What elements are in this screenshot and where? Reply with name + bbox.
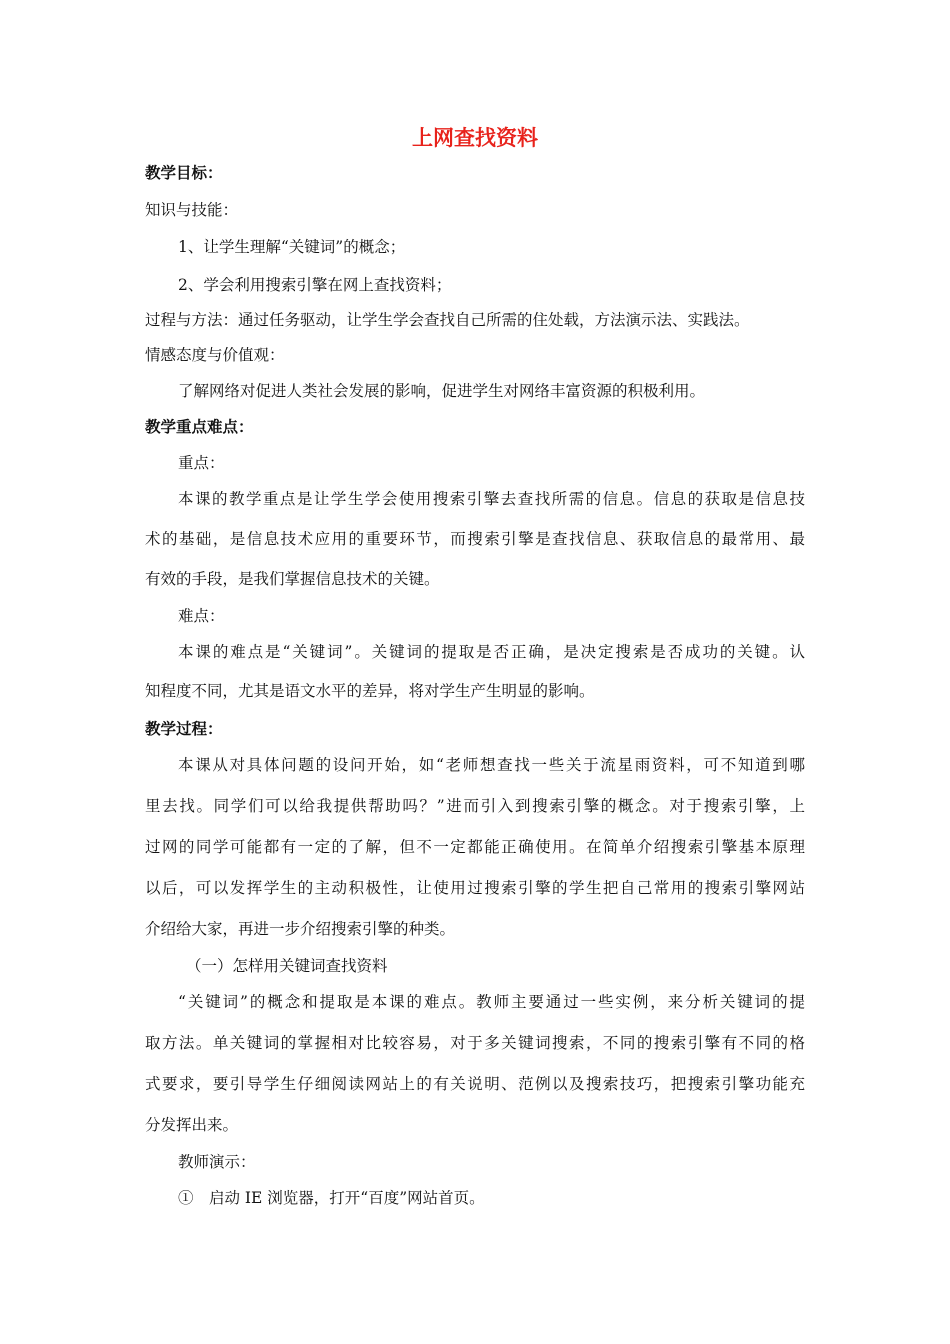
- text-line: 1、让学生理解“关键词”的概念；: [178, 238, 406, 256]
- section-heading: 教学过程：: [145, 719, 223, 738]
- text-line: 了解网络对促进人类社会发展的影响，促进学生对网络丰富资源的积极利用。: [178, 382, 706, 400]
- text-line: 式要求，要引导学生仔细阅读网站上的有关说明、范例以及搜索技巧，把搜索引擎功能充: [145, 1075, 805, 1093]
- text-line: 里去找。同学们可以给我提供帮助吗？”进而引入到搜索引擎的概念。对于搜索引擎，上: [145, 797, 805, 815]
- text-line: ① 启动 IE 浏览器，打开“百度”网站首页。: [178, 1189, 485, 1207]
- text-line: 有效的手段，是我们掌握信息技术的关键。: [145, 570, 440, 588]
- section-heading: 教学目标：: [145, 163, 223, 182]
- text-line: 难点：: [178, 607, 225, 625]
- text-line: 分发挥出来。: [145, 1116, 239, 1134]
- text-line: 知程度不同，尤其是语文水平的差异，将对学生产生明显的影响。: [145, 682, 595, 700]
- text-line: 本课的难点是“关键词”。关键词的提取是否正确，是决定搜索是否成功的关键。认: [178, 643, 805, 661]
- text-line: 取方法。单关键词的掌握相对比较容易，对于多关键词搜索，不同的搜索引擎有不同的格: [145, 1034, 805, 1052]
- text-line: 知识与技能：: [145, 201, 239, 219]
- text-line: 术的基础，是信息技术应用的重要环节，而搜索引擎是查找信息、获取信息的最常用、最: [145, 530, 805, 548]
- text-line: 以后，可以发挥学生的主动积极性，让使用过搜索引擎的学生把自己常用的搜索引擎网站: [145, 879, 805, 897]
- text-line: 2、学会利用搜索引擎在网上查找资料；: [178, 276, 452, 294]
- text-line: 介绍给大家，再进一步介绍搜索引擎的种类。: [145, 920, 456, 938]
- section-heading: 教学重点难点：: [145, 417, 254, 436]
- document-title: 上网查找资料: [412, 125, 538, 150]
- text-line: 情感态度与价值观：: [145, 346, 285, 364]
- text-line: （一）怎样用关键词查找资料: [186, 957, 388, 975]
- text-line: 本课从对具体问题的设问开始，如“老师想查找一些关于流星雨资料，可不知道到哪: [178, 756, 805, 774]
- text-line: 本课的教学重点是让学生学会使用搜索引擎去查找所需的信息。信息的获取是信息技: [178, 490, 805, 508]
- text-line: 过网的同学可能都有一定的了解，但不一定都能正确使用。在简单介绍搜索引擎基本原理: [145, 838, 805, 856]
- text-line: 过程与方法：通过任务驱动，让学生学会查找自己所需的住处载，方法演示法、实践法。: [145, 311, 750, 329]
- text-line: “关键词”的概念和提取是本课的难点。教师主要通过一些实例，来分析关键词的提: [178, 993, 805, 1011]
- text-line: 教师演示：: [178, 1153, 256, 1171]
- text-line: 重点：: [178, 454, 225, 472]
